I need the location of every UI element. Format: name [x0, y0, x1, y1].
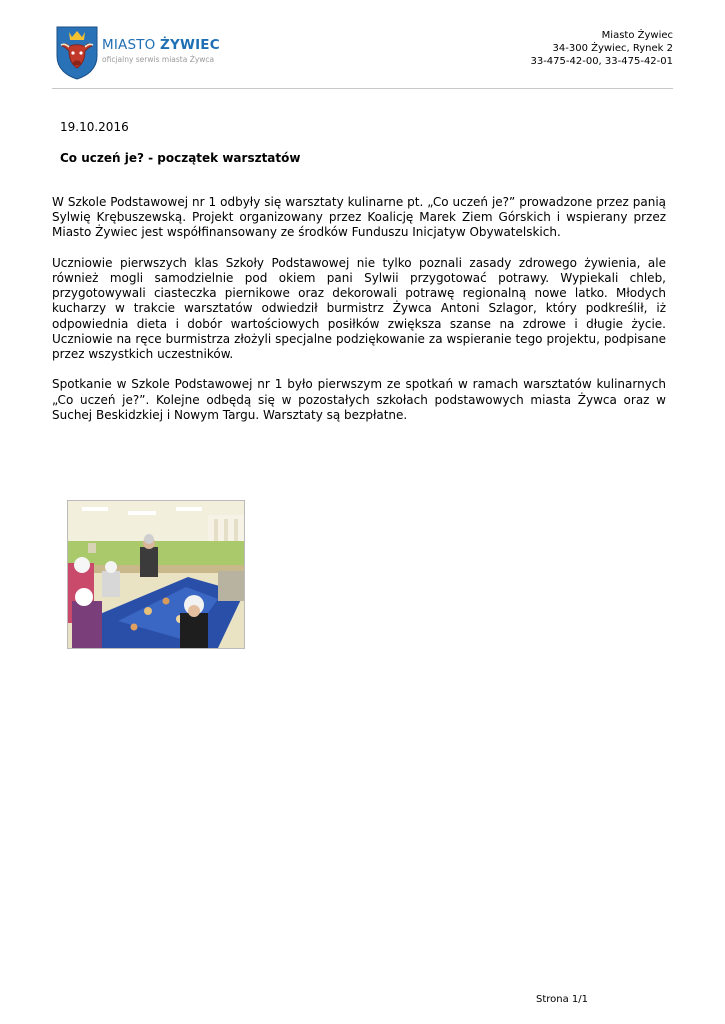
brand-name [102, 37, 220, 53]
brand-miasto: MIASTO [102, 37, 156, 53]
article-title: Co uczeń je? - początek warsztatów [60, 151, 301, 165]
brand-subtitle: oficjalny serwis miasta Żywca [102, 55, 215, 64]
page-number: Strona 1/1 [536, 994, 589, 1005]
article-paragraph: Uczniowie pierwszych klas Szkoły Podstawowej nie tylko poznali zasady zdrowego żywienia, ale również mogli samodzielnie pod okiem pani Sylwii przygotować potrawy. Wypiekali chleb, przygotowywali ciasteczka piernikowe oraz dekorowali potrawę regionalną nowe latko. Młodych kucharzy w trakcie warsztatów odwiedził burmistrz Żywca Antoni Szlagor, który podkreślił, iż odpowiednia dieta i dobór wartościowych posiłków zwiększa szanse na zdrowe i długie życie. Uczniowie na ręce burmistrza złożyli specjalne podziękowanie za wspieranie tego projektu, podpisane przez wszystkich uczestników. [52, 255, 666, 362]
contact-block [530, 29, 673, 68]
page-header [0, 0, 725, 90]
workshop-photo-image [68, 501, 244, 648]
article-paragraph: W Szkole Podstawowej nr 1 odbyły się warsztaty kulinarne pt. „Co uczeń je?” prowadzone przez panią Sylwię Krębuszewską. Projekt organizowany przez Koalicję Marek Ziem Górskich i wspierany przez Miasto Żywiec jest współfinansowany ze środków Funduszu Inicjatyw Obywatelskich. [52, 195, 666, 240]
city-crest-icon [56, 26, 98, 80]
brand-zywiec: ŻYWIEC [160, 37, 220, 53]
site-logo[interactable] [56, 26, 231, 84]
contact-address: 34-300 Żywiec, Rynek 2 [552, 43, 673, 54]
article-body [52, 195, 666, 438]
article-photo[interactable] [67, 500, 245, 649]
contact-phone: 33-475-42-00, 33-475-42-01 [530, 56, 673, 67]
article-paragraph: Spotkanie w Szkole Podstawowej nr 1 było pierwszym ze spotkań w ramach warsztatów kulinarnych „Co uczeń je?”. Kolejne odbędą się w pozostałych szkołach podstawowych miasta Żywca oraz w Suchej Beskidzkiej i Nowym Targu. Warsztaty są bezpłatne. [52, 377, 666, 422]
contact-name: Miasto Żywiec [601, 30, 673, 41]
article-date: 19.10.2016 [60, 120, 129, 134]
header-divider [52, 88, 673, 89]
